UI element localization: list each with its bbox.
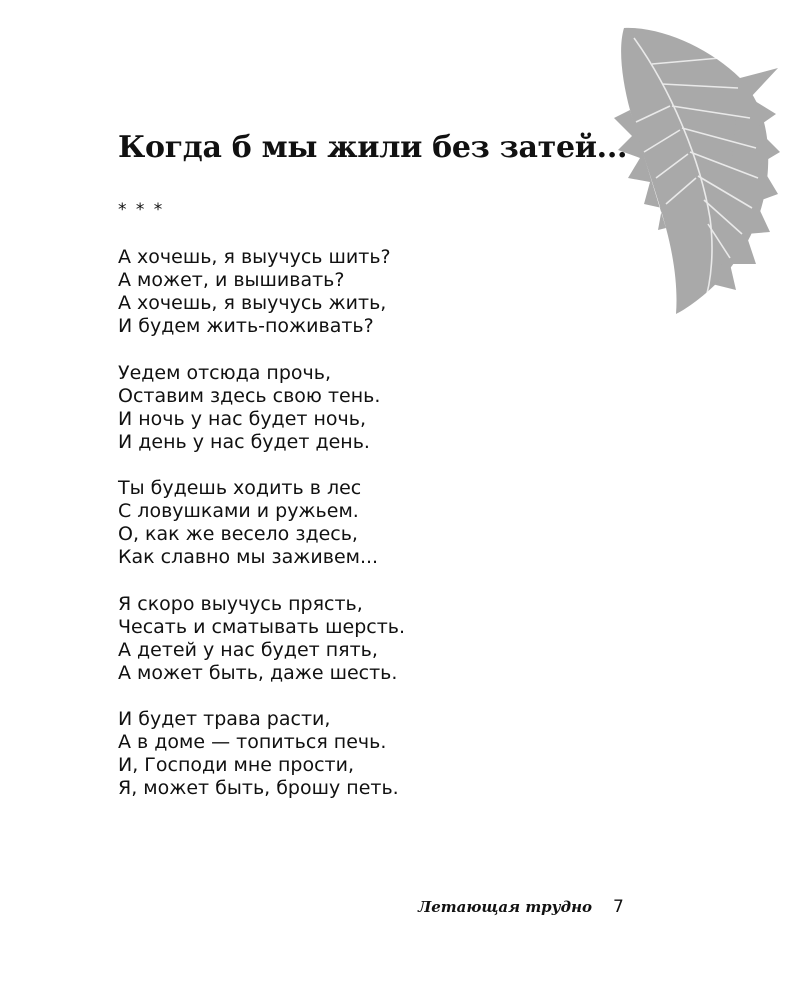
running-footer-title: Летающая трудно bbox=[418, 898, 593, 916]
poem-line: Как славно мы заживем... bbox=[118, 546, 379, 568]
poem-line: Я, может быть, брошу петь. bbox=[118, 777, 399, 799]
stanza bbox=[118, 362, 578, 454]
poem-line: Ты будешь ходить в лес bbox=[118, 477, 362, 499]
poem-line: И будет трава расти, bbox=[118, 708, 331, 730]
poem-line: Оставим здесь свою тень. bbox=[118, 384, 381, 407]
poem-line: Чесать и сматывать шерсть. bbox=[118, 615, 406, 638]
poem-title: Когда б мы жили без затей... bbox=[118, 130, 628, 165]
poem-line: А может, и вышивать? bbox=[118, 269, 345, 291]
poem-line: Уедем отсюда прочь, bbox=[118, 361, 331, 384]
stanza bbox=[118, 246, 578, 338]
poem-line: И ночь у нас будет ночь, bbox=[118, 407, 367, 430]
poem-line: А может быть, даже шесть. bbox=[118, 661, 398, 684]
poem-line: И будем жить-поживать? bbox=[118, 315, 374, 337]
poem-line: О, как же весело здесь, bbox=[118, 523, 358, 545]
poem-line: Я скоро выучусь прясть, bbox=[118, 592, 363, 615]
poem-line: А в доме — топиться печь. bbox=[118, 731, 387, 753]
section-separator: * * * bbox=[118, 200, 165, 220]
feather-icon bbox=[600, 18, 780, 318]
stanza bbox=[118, 708, 578, 800]
poem-line: А хочешь, я выучусь жить, bbox=[118, 292, 387, 314]
poem-line: С ловушками и ружьем. bbox=[118, 500, 359, 522]
poem-line: И день у нас будет день. bbox=[118, 430, 370, 453]
page-number: 7 bbox=[613, 897, 624, 917]
poem-line: А детей у нас будет пять, bbox=[118, 638, 378, 661]
poem-line: А хочешь, я выучусь шить? bbox=[118, 246, 391, 268]
poem-line: И, Господи мне прости, bbox=[118, 754, 355, 776]
stanza bbox=[118, 593, 578, 685]
poem-body bbox=[118, 246, 578, 824]
stanza bbox=[118, 477, 578, 569]
